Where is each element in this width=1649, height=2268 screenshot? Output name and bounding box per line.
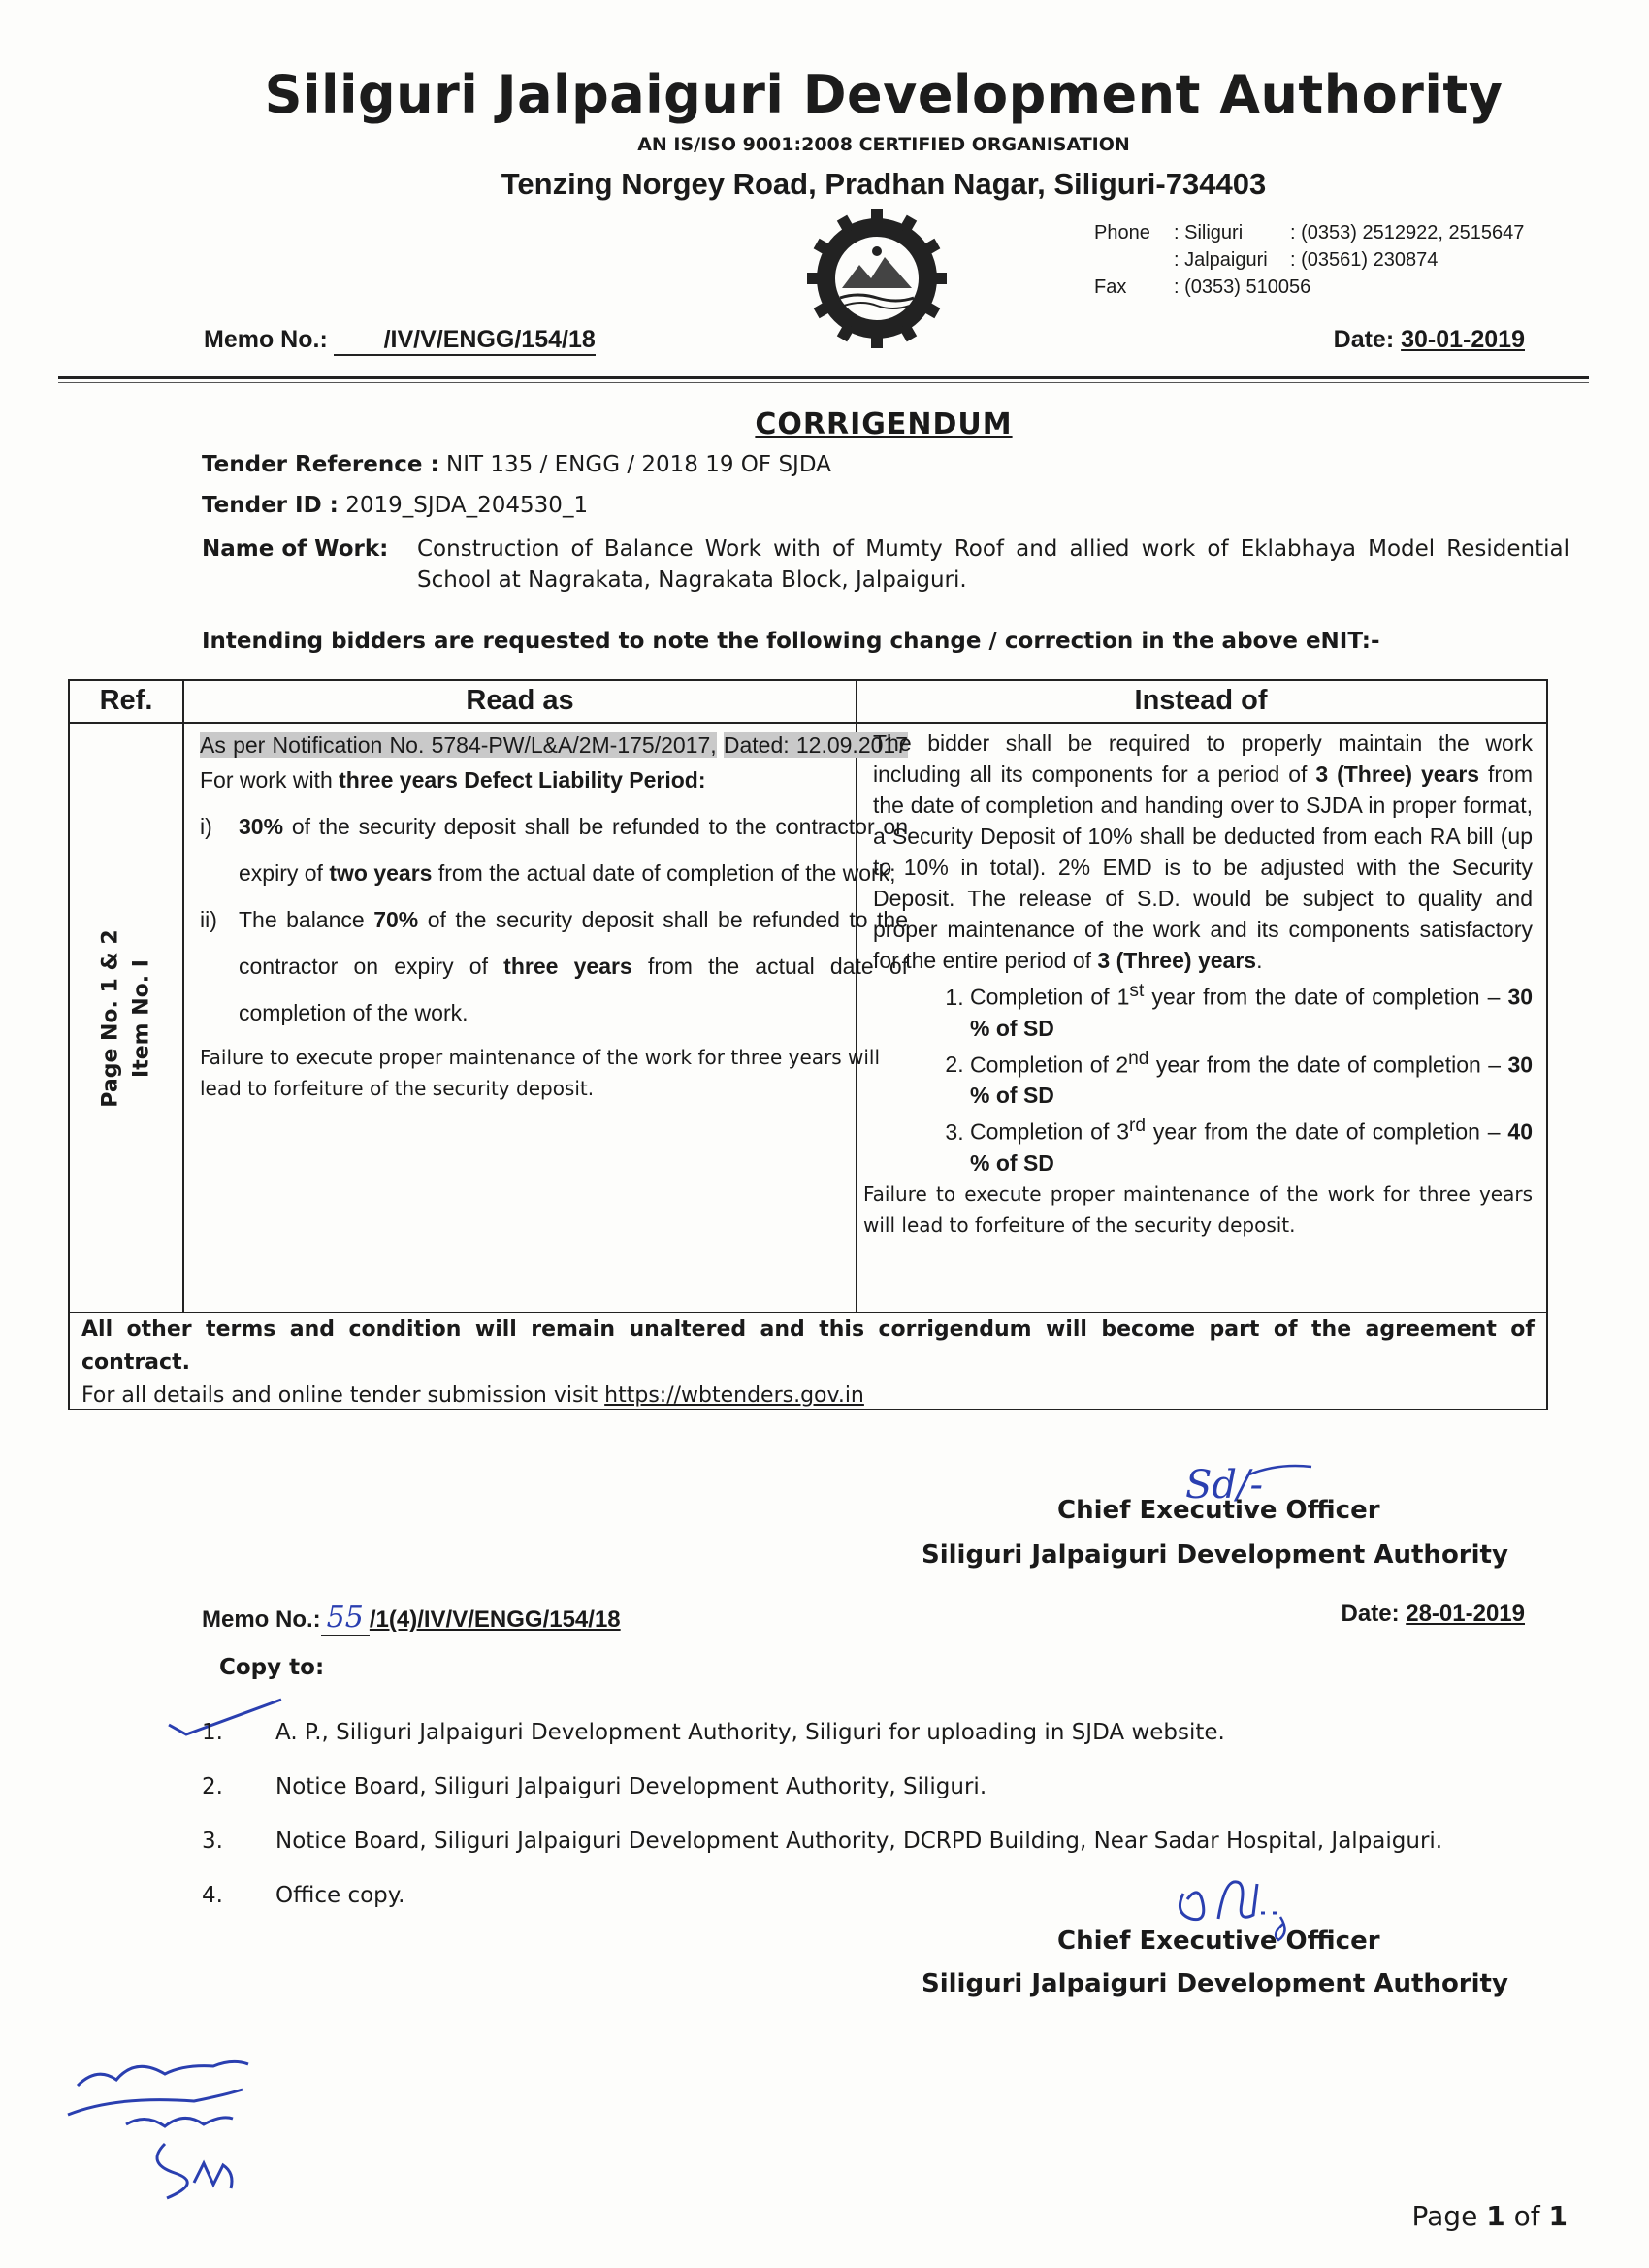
date2-value: 28-01-2019 bbox=[1406, 1601, 1525, 1627]
memo-label: Memo No.: bbox=[204, 326, 328, 353]
instead-p1: The bidder shall be required to properly maintain the work including all its components for a period of bbox=[873, 730, 1533, 787]
handwritten-note-scribble bbox=[58, 2018, 349, 2212]
date-label: Date: bbox=[1333, 326, 1395, 353]
date-top bbox=[1334, 326, 1525, 354]
read-as-item-ii bbox=[200, 896, 908, 1036]
header-ref: Ref. bbox=[99, 685, 153, 716]
table-header-divider bbox=[70, 722, 1546, 724]
copy-to-title: Copy to: bbox=[219, 1655, 325, 1680]
list-item: 2. Notice Board, Siliguri Jalpaiguri Development Authority, Siliguri. bbox=[202, 1774, 987, 1799]
list-item: 4. Office copy. bbox=[202, 1883, 405, 1908]
wbtenders-link[interactable]: https://wbtenders.gov.in bbox=[604, 1383, 864, 1408]
work-label: Name of Work: bbox=[202, 536, 389, 562]
tender-ref-value: NIT 135 / ENGG / 2018 19 OF SJDA bbox=[446, 452, 831, 477]
contact-block bbox=[1094, 219, 1524, 301]
header-read-as: Read as bbox=[466, 685, 574, 716]
item-ii-text-a: The balance bbox=[239, 907, 365, 932]
memo2-value: /1(4)/IV/V/ENGG/154/18 bbox=[369, 1606, 621, 1633]
ref-page: Page No. 1 & 2 bbox=[99, 929, 123, 1108]
list-item: 1. Completion of 1st year from the date of completion – 30 % of SD bbox=[970, 976, 1533, 1044]
memo-number-top bbox=[204, 326, 596, 356]
header-instead-of: Instead of bbox=[1134, 685, 1268, 716]
intending-bidders-note: Intending bidders are requested to note the following change / correction in the above eNIT:- bbox=[202, 629, 1380, 654]
fax-value: : (0353) 510056 bbox=[1174, 276, 1311, 298]
item-ii-num: ii) bbox=[200, 907, 217, 932]
date-copy bbox=[1342, 1601, 1525, 1628]
page-num: 1 bbox=[1486, 2200, 1505, 2232]
page-label: Page bbox=[1411, 2200, 1478, 2232]
list-item: 2. Completion of 2nd year from the date of completion – 30 % of SD bbox=[970, 1044, 1533, 1112]
ceo-designation-1: Chief Executive Officer bbox=[1057, 1496, 1380, 1525]
jalpaiguri-label: : Jalpaiguri bbox=[1174, 249, 1268, 271]
instead-p1-bold: 3 (Three) years bbox=[1315, 761, 1480, 787]
item-i-pct: 30% bbox=[239, 814, 284, 839]
tender-id bbox=[202, 493, 588, 518]
notification-date: Dated: 12.09.2017 bbox=[723, 732, 908, 758]
list-item: 1. A. P., Siliguri Jalpaiguri Development Authority, Siliguri for uploading in SJDA website. bbox=[202, 1720, 1225, 1745]
tender-link-line bbox=[81, 1379, 1535, 1412]
ceo-designation-2: Chief Executive Officer bbox=[1057, 1927, 1380, 1956]
page-number bbox=[1412, 2200, 1568, 2232]
completion-schedule-list bbox=[873, 976, 1533, 1179]
name-of-work bbox=[202, 534, 1569, 596]
fax-label: Fax bbox=[1094, 276, 1127, 298]
header-divider-thin bbox=[58, 382, 1589, 383]
instead-of-cell bbox=[863, 728, 1534, 1241]
item-ii-pct: 70% bbox=[373, 907, 419, 932]
for-work-text: For work with bbox=[200, 767, 333, 793]
item-i-bold: two years bbox=[329, 860, 433, 886]
instead-p2-bold: 3 (Three) years bbox=[1097, 948, 1257, 973]
corrigendum-title: CORRIGENDUM bbox=[755, 407, 1013, 441]
list-item: 3. Completion of 3rd year from the date of completion – 40 % of SD bbox=[970, 1111, 1533, 1179]
instead-of-footer: Failure to execute proper maintenance of the work for three years will lead to forfeiture of the security deposit. bbox=[863, 1182, 1533, 1237]
page-total: 1 bbox=[1548, 2200, 1568, 2232]
sjda-seal-logo bbox=[807, 209, 947, 348]
memo2-label: Memo No.: bbox=[202, 1606, 321, 1633]
work-value: Construction of Balance Work with of Mumty Roof and allied work of Eklabhaya Model Residential School at Nagrakata, Nagrakata Block, Jalpaiguri. bbox=[417, 536, 1569, 593]
instead-p2: from the date of completion and handing over to SJDA in proper format, a Security Deposit of 10% shall be deducted from each RA bill (up to 10% in total). 2% EMD is to be adjusted with the Security Deposit. The release of S.D. would be subject to quality and proper maintenance of the work and its components satisfactory for the entire period of bbox=[873, 761, 1534, 973]
header-divider bbox=[58, 376, 1589, 379]
date2-label: Date: bbox=[1341, 1601, 1400, 1627]
defect-liability-period: three years Defect Liability Period: bbox=[339, 767, 706, 793]
memo2-handwritten-number: 55 bbox=[321, 1601, 370, 1636]
tender-id-label: Tender ID : bbox=[202, 493, 339, 518]
item-i-text-b: from the actual date of completion of the work; bbox=[437, 860, 896, 886]
correction-table bbox=[68, 679, 1548, 1410]
item-ii-text-c: from the actual date of completion of the work. bbox=[239, 954, 909, 1025]
item-i-text-a: of the security deposit shall be refunded to the contractor on expiry of bbox=[239, 814, 909, 886]
ref-cell bbox=[70, 726, 184, 1312]
address-line: Tenzing Norgey Road, Pradhan Nagar, Siliguri-734403 bbox=[501, 167, 1267, 201]
memo-value: /IV/V/ENGG/154/18 bbox=[334, 326, 596, 356]
phone-label: Phone bbox=[1094, 222, 1150, 243]
ref-item: Item No. I bbox=[130, 959, 154, 1078]
tender-id-value: 2019_SJDA_204530_1 bbox=[345, 493, 589, 518]
instead-of-paragraph: The bidder shall be required to properly maintain the work including all its components for a period of 3 (Three) years from the date of completion and handing over to SJDA in proper format, a Security Deposit of 10% shall be deducted from each RA bill (up to 10% in total). 2% EMD is to be adjusted with the Security Deposit. The release of S.D. would be subject to quality and proper maintenance of the work and its components satisfactory for the entire period of 3 (Three) years. bbox=[873, 730, 1534, 973]
authority-name-1: Siliguri Jalpaiguri Development Authority bbox=[922, 1540, 1508, 1570]
read-as-footer: Failure to execute proper maintenance of the work for three years will lead to forfeiture of the security deposit. bbox=[200, 1046, 881, 1100]
tender-reference bbox=[202, 452, 831, 477]
item-i-num: i) bbox=[200, 814, 212, 839]
siliguri-label: : Siliguri bbox=[1174, 222, 1244, 243]
org-name: Siliguri Jalpaiguri Development Authority bbox=[264, 64, 1504, 125]
list-item: 3. Notice Board, Siliguri Jalpaiguri Development Authority, DCRPD Building, Near Sadar Hospital, Jalpaiguri. bbox=[202, 1829, 1443, 1854]
certification-line: AN IS/ISO 9001:2008 CERTIFIED ORGANISATION bbox=[637, 134, 1130, 155]
memo-number-copy bbox=[202, 1601, 621, 1635]
read-as-item-i bbox=[200, 803, 908, 896]
read-as-cell bbox=[200, 728, 908, 1104]
notification-ref: As per Notification No. 5784-PW/L&A/2M-175/2017, bbox=[200, 732, 717, 758]
tender-ref-label: Tender Reference : bbox=[202, 452, 439, 477]
page-of: of bbox=[1513, 2200, 1540, 2232]
item-ii-bold: three years bbox=[503, 954, 632, 979]
terms-unaltered-note: All other terms and condition will remain unaltered and this corrigendum will become part of the agreement of contract. bbox=[81, 1317, 1535, 1375]
item-ii-text-b: of the security deposit shall be refunded to the contractor on expiry of bbox=[239, 907, 909, 979]
jalpaiguri-phone: : (03561) 230874 bbox=[1290, 249, 1439, 271]
date-value: 30-01-2019 bbox=[1401, 326, 1525, 353]
authority-name-2: Siliguri Jalpaiguri Development Authority bbox=[922, 1969, 1508, 1998]
svg-text:Sd/-: Sd/- bbox=[1185, 1463, 1263, 1507]
visit-text: For all details and online tender submission visit bbox=[81, 1383, 598, 1408]
table-bottom-row bbox=[81, 1313, 1535, 1412]
siliguri-phone: : (0353) 2512922, 2515647 bbox=[1290, 222, 1525, 243]
